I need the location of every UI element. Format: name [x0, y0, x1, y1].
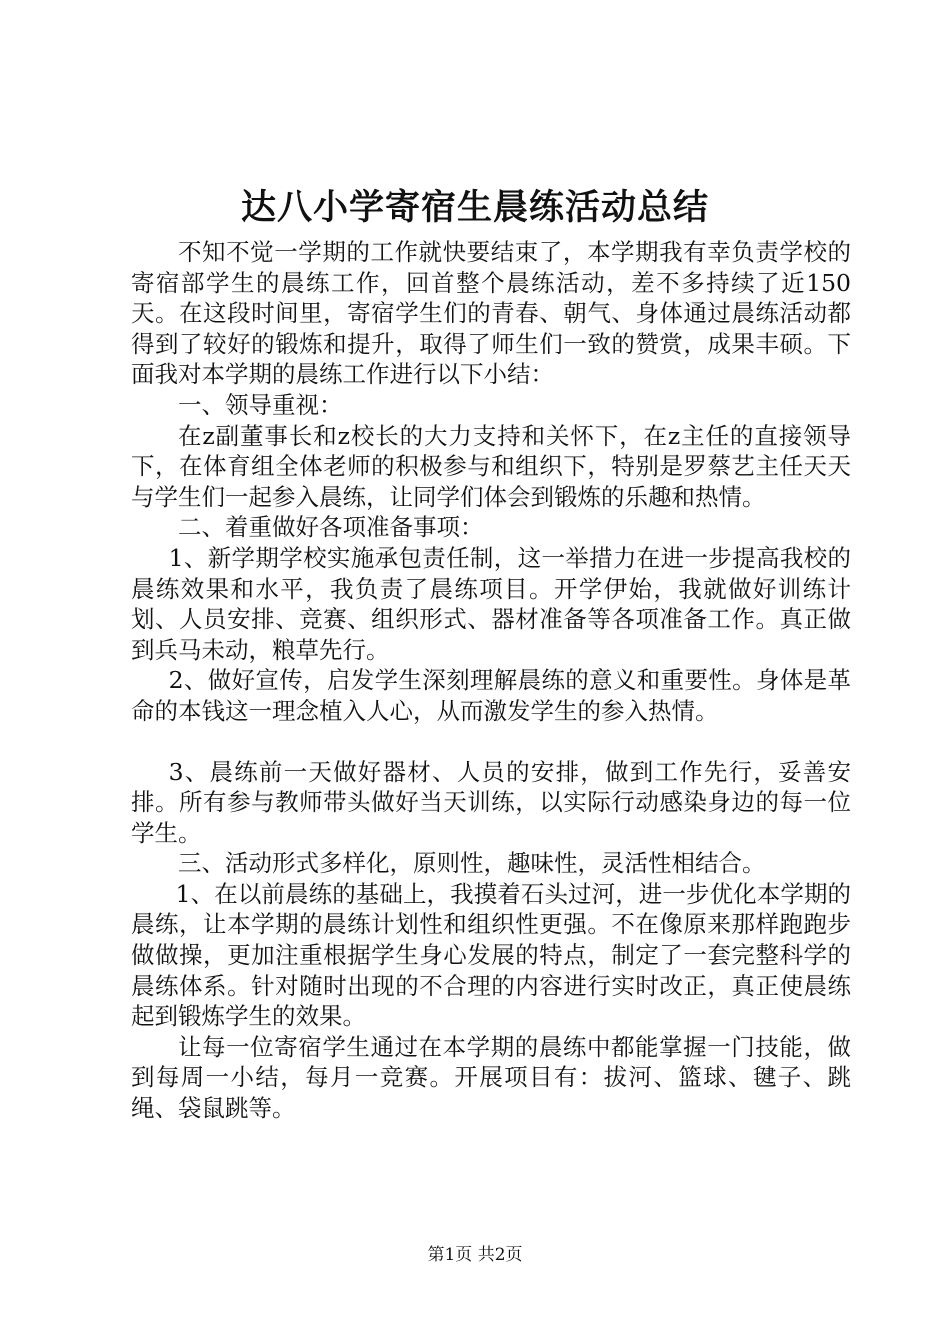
paragraph-prep-3: 3、晨练前一天做好器材、人员的安排，做到工作先行，妥善安排。所有参与教师带头做好当天训练，以实际行动感染身边的每一位学生。 — [131, 757, 851, 847]
paragraph-activity-1: 1、在以前晨练的基础上，我摸着石头过河，进一步优化本学期的晨练，让本学期的晨练计划性和组织性更强。不在像原来那样跑跑步做做操，更加注重根据学生身心发展的特点，制定了一套完整科学的晨练体系。针对随时出现的不合理的内容进行实时改正，真正使晨练起到锻炼学生的效果。 — [131, 879, 851, 1031]
paragraph-prep-2: 2、做好宣传，启发学生深刻理解晨练的意义和重要性。身体是革命的本钱这一理念植入人心，从而激发学生的参入热情。 — [131, 666, 851, 725]
paragraph-intro: 不知不觉一学期的工作就快要结束了，本学期我有幸负责学校的寄宿部学生的晨练工作，回首整个晨练活动，差不多持续了近150天。在这段时间里，寄宿学生们的青春、朝气、身体通过晨练活动都得到了较好的锻炼和提升，取得了师生们一致的赞赏，成果丰硕。下面我对本学期的晨练工作进行以下小结： — [131, 238, 851, 389]
document-title: 达八小学寄宿生晨练活动总结 — [240, 187, 709, 228]
heading-section-1: 一、领导重视： — [178, 390, 343, 419]
document-body — [131, 237, 851, 1124]
paragraph-leadership: 在z副董事长和z校长的大力支持和关怀下，在z主任的直接领导下，在体育组全体老师的积极参与和组织下，特别是罗蔡艺主任天天与学生们一起参入晨练，让同学们体会到锻炼的乐趣和热情。 — [131, 421, 851, 511]
paragraph-prep-1: 1、新学期学校实施承包责任制，这一举措力在进一步提高我校的晨练效果和水平，我负责了晨练项目。开学伊始，我就做好训练计划、人员安排、竞赛、组织形式、器材准备等各项准备工作。真正做到兵马未动，粮草先行。 — [131, 543, 851, 664]
heading-section-2: 二、着重做好各项准备事项： — [178, 513, 484, 542]
heading-section-3: 三、活动形式多样化，原则性，趣味性，灵活性相结合。 — [178, 849, 766, 878]
page-number-footer: 第1页 共2页 — [427, 1245, 523, 1265]
paragraph-activity-2: 让每一位寄宿学生通过在本学期的晨练中都能掌握一门技能，做到每周一小结，每月一竞赛。开展项目有：拔河、篮球、毽子、跳绳、袋鼠跳等。 — [131, 1032, 851, 1123]
